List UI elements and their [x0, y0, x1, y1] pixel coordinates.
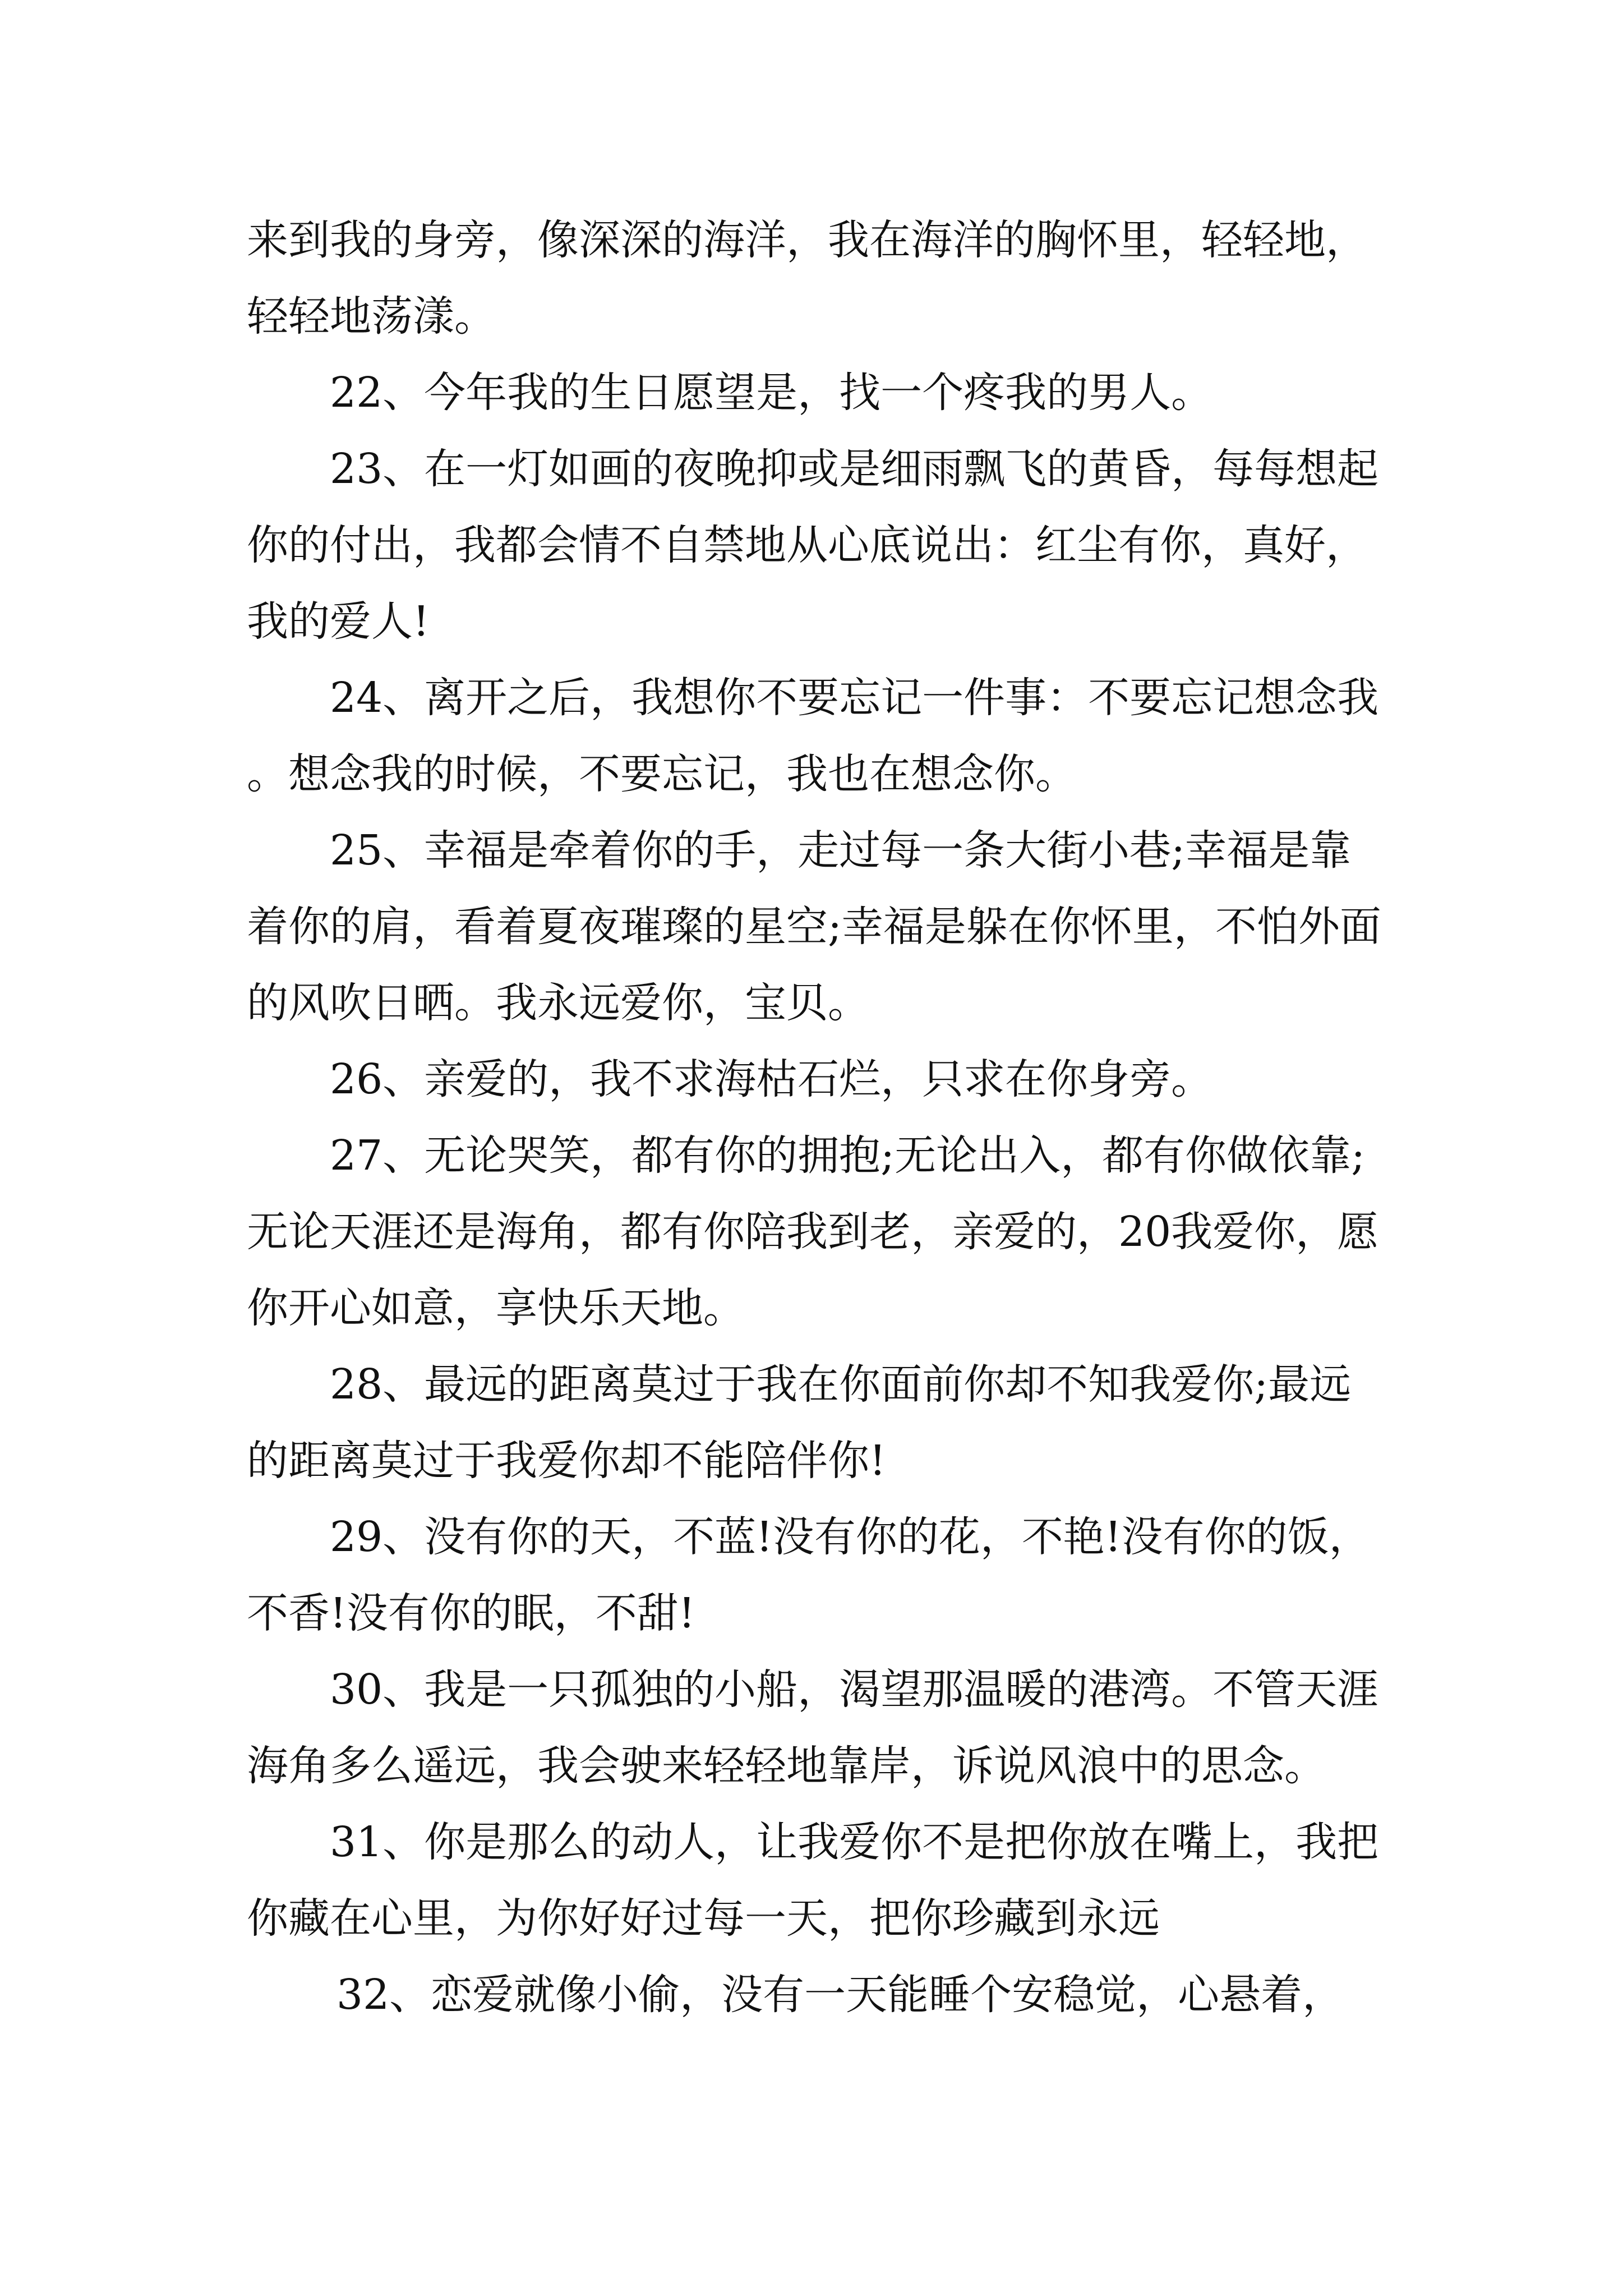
paragraph-25: 25、幸福是牵着你的手，走过每一条大街小巷;幸福是靠着你的肩，看着夏夜璀璨的星空;幸福是躲在你怀里，不怕外面的风吹日晒。我永远爱你，宝贝。 [247, 826, 1381, 1027]
paragraph-26: 26、亲爱的，我不求海枯石烂，只求在你身旁。 [330, 1055, 1213, 1103]
paragraph-24: 24、离开之后，我想你不要忘记一件事：不要忘记想念我。想念我的时候，不要忘记，我也在想念你。 [247, 674, 1379, 798]
paragraph-31: 31、你是那么的动人，让我爱你不是把你放在嘴上，我把你藏在心里，为你好好过每一天，把你珍藏到永远 [247, 1818, 1379, 1943]
paragraph-28: 28、最远的距离莫过于我在你面前你却不知我爱你;最远的距离莫过于我爱你却不能陪伴你! [247, 1360, 1352, 1485]
paragraph-continuation: 来到我的身旁，像深深的海洋，我在海洋的胸怀里，轻轻地，轻轻地荡漾。 [247, 216, 1367, 341]
paragraph-32: 32、恋爱就像小偷，没有一天能睡个安稳觉，心悬着， [336, 1971, 1344, 2019]
paragraph-30: 30、我是一只孤独的小船，渴望那温暖的港湾。不管天涯海角多么遥远，我会驶来轻轻地靠岸，诉说风浪中的思念。 [247, 1665, 1379, 1790]
document-body [247, 202, 1391, 2033]
paragraph-29: 29、没有你的天，不蓝!没有你的花，不艳!没有你的饭，不香!没有你的眠，不甜! [247, 1513, 1371, 1637]
paragraph-22: 22、今年我的生日愿望是，找一个疼我的男人。 [330, 369, 1213, 417]
paragraph-23: 23、在一灯如画的夜晚抑或是细雨飘飞的黄昏，每每想起你的付出，我都会情不自禁地从心底说出：红尘有你，真好，我的爱人! [247, 445, 1379, 646]
paragraph-27: 27、无论哭笑，都有你的拥抱;无论出入，都有你做依靠;无论天涯还是海角，都有你陪我到老，亲爱的，20我爱你，愿你开心如意，享快乐天地。 [247, 1131, 1379, 1332]
